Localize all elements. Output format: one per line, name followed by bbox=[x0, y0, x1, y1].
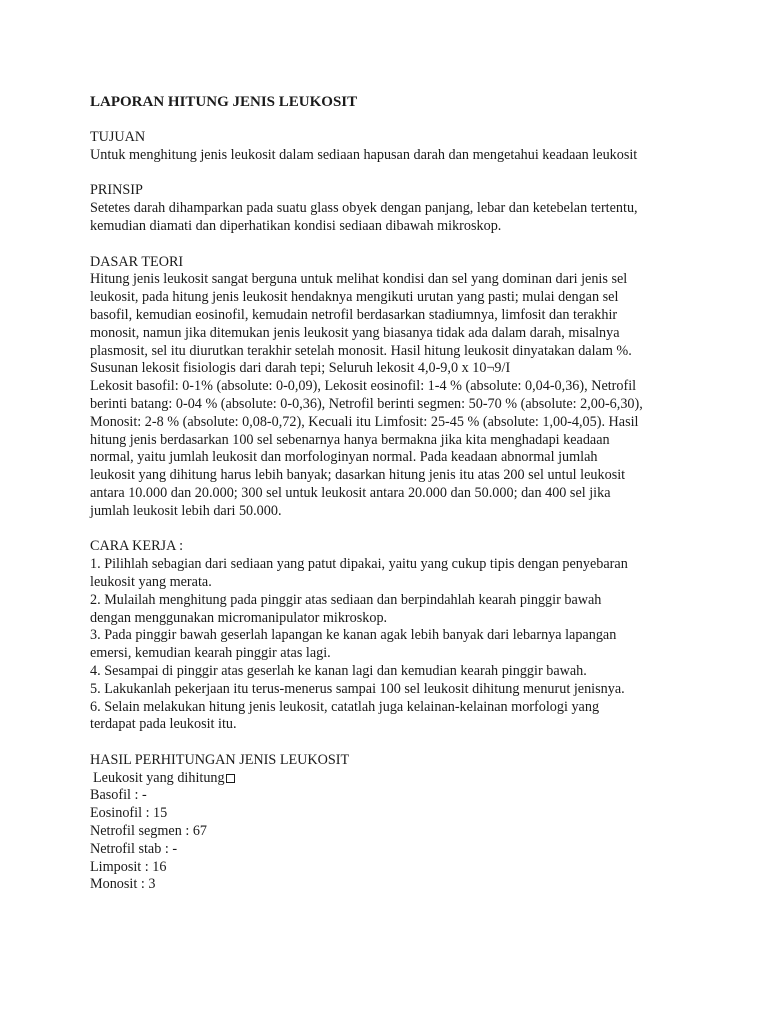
section-heading-hasil: HASIL PERHITUNGAN JENIS LEUKOSIT bbox=[90, 751, 350, 768]
paragraph-line: Monosit: 2-8 % (absolute: 0,08-0,72), Kecuali itu Limfosit: 25-45 % (absolute: 1,00-4,05). Hasil bbox=[90, 413, 639, 430]
section-cara-kerja bbox=[90, 538, 690, 734]
result-item: Netrofil segmen : 67 bbox=[90, 823, 208, 840]
section-prinsip bbox=[90, 182, 690, 235]
result-subheading: Leukosit yang dihitung bbox=[90, 770, 690, 788]
result-item: Eosinofil : 15 bbox=[90, 805, 168, 822]
section-heading-cara-kerja: CARA KERJA : bbox=[90, 538, 184, 555]
document-page bbox=[90, 93, 690, 912]
paragraph-line: jumlah leukosit lebih dari 50.000. bbox=[90, 502, 282, 519]
paragraph-line: basofil, kemudian eosinofil, kemudain netrofil berdasarkan stadiumnya, limfosit dan terakhir bbox=[90, 306, 618, 323]
document-title: LAPORAN HITUNG JENIS LEUKOSIT bbox=[90, 94, 358, 110]
result-item: Netrofil stab : - bbox=[90, 840, 178, 857]
section-heading-prinsip: PRINSIP bbox=[90, 182, 143, 199]
step-line: leukosit yang merata. bbox=[90, 573, 212, 590]
section-heading-tujuan: TUJUAN bbox=[90, 129, 146, 145]
paragraph-line: plasmosit, sel itu diurutkan terakhir setelah monosit. Hasil hitung leukosit dinyatakan dalam %. bbox=[90, 342, 632, 359]
paragraph-line: Setetes darah dihamparkan pada suatu glass obyek dengan panjang, lebar dan ketebelan tertentu, bbox=[90, 200, 638, 217]
section-tujuan bbox=[90, 129, 690, 165]
result-item: Basofil : - bbox=[90, 787, 147, 804]
step-line: 5. Lakukanlah pekerjaan itu terus-menerus sampai 100 sel leukosit dihitung menurut jenisnya. bbox=[90, 680, 625, 697]
step-line: dengan menggunakan micromanipulator mikroskop. bbox=[90, 609, 388, 626]
result-item: Monosit : 3 bbox=[90, 876, 156, 893]
paragraph-line: antara 10.000 dan 20.000; 300 sel untuk leukosit antara 20.000 dan 50.000; dan 400 sel jika bbox=[90, 484, 611, 501]
paragraph-line: Untuk menghitung jenis leukosit dalam sediaan hapusan darah dan mengetahui keadaan leukosit bbox=[90, 146, 638, 163]
paragraph-line: leukosit yang dihitung harus lebih banyak; dasarkan hitung jenis itu atas 200 sel untul leukosit bbox=[90, 467, 626, 484]
paragraph-line: Hitung jenis leukosit sangat berguna untuk melihat kondisi dan sel yang dominan dari jenis sel bbox=[90, 271, 628, 288]
missing-glyph-icon bbox=[226, 774, 235, 783]
step-line: 3. Pada pinggir bawah geserlah lapangan ke kanan agak lebih banyak dari lebarnya lapangan bbox=[90, 627, 617, 644]
paragraph-line: normal, yaitu jumlah leukosit dan morfologinyan normal. Pada keadaan abnormal jumlah bbox=[90, 449, 598, 466]
section-heading-dasar-teori: DASAR TEORI bbox=[90, 253, 184, 270]
paragraph-line: Lekosit basofil: 0-1% (absolute: 0-0,09), Lekosit eosinofil: 1-4 % (absolute: 0,04-0,36), Netrofil bbox=[90, 378, 637, 395]
step-line: 6. Selain melakukan hitung jenis leukosit, catatlah juga kelainan-kelainan morfologi yang bbox=[90, 698, 600, 715]
step-line: 1. Pilihlah sebagian dari sediaan yang patut dipakai, yaitu yang cukup tipis dengan penyebaran bbox=[90, 556, 628, 573]
paragraph-line: Susunan lekosit fisiologis dari darah tepi; Seluruh lekosit 4,0-9,0 x 10¬9/I bbox=[90, 360, 511, 377]
paragraph-line: berinti batang: 0-04 % (absolute: 0-0,36), Netrofil berinti segmen: 50-70 % (absolute: 2,00-6,30), bbox=[90, 395, 643, 412]
section-hasil bbox=[90, 752, 690, 894]
paragraph-line: monosit, namun jika ditemukan jenis leukosit yang biasanya tidak ada dalam darah, misalnya bbox=[90, 324, 620, 341]
step-line: emersi, kemudian kearah pinggir atas lagi. bbox=[90, 645, 331, 662]
step-line: 4. Sesampai di pinggir atas geserlah ke kanan lagi dan kemudian kearah pinggir bawah. bbox=[90, 662, 587, 679]
paragraph-line: hitung jenis berdasarkan 100 sel sebenarnya hanya bermakna jika kita menghadapi keadaan bbox=[90, 431, 610, 448]
paragraph-line: leukosit, pada hitung jenis leukosit hendaknya mengikuti urutan yang pasti; mulai dengan sel bbox=[90, 289, 619, 306]
result-item: Limposit : 16 bbox=[90, 858, 167, 875]
step-line: terdapat pada leukosit itu. bbox=[90, 716, 237, 733]
step-line: 2. Mulailah menghitung pada pinggir atas sediaan dan berpindahlah kearah pinggir bawah bbox=[90, 591, 602, 608]
section-dasar-teori bbox=[90, 254, 690, 521]
paragraph-line: kemudian diamati dan diperhatikan kondisi sediaan dibawah mikroskop. bbox=[90, 217, 502, 234]
